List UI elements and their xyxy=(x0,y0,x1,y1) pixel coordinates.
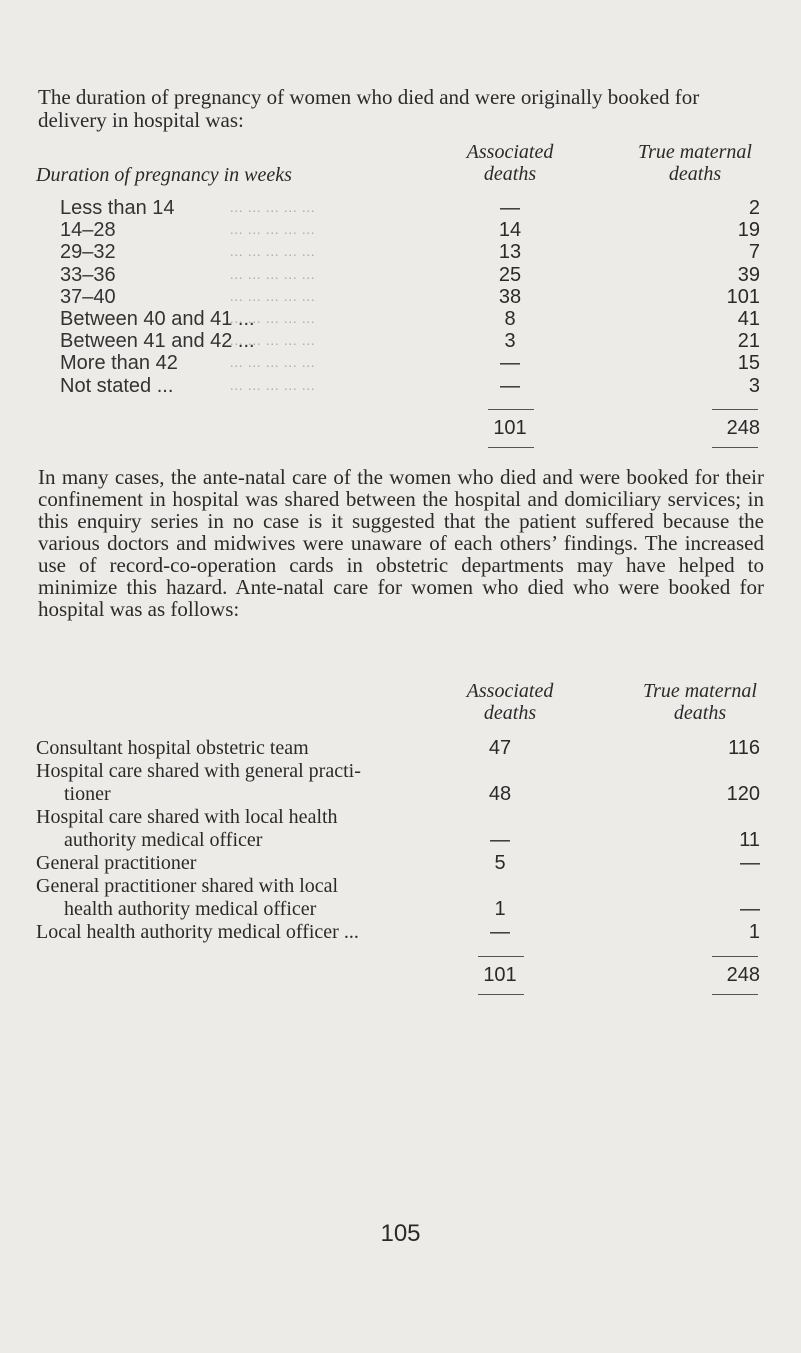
t1-row-label: 29–32 xyxy=(60,241,116,263)
t2-total-true: 248 xyxy=(726,964,760,986)
t1-row-label: Between 41 and 42 ... xyxy=(60,330,255,352)
t2-rule-assoc xyxy=(478,956,524,957)
t1-row-dots: ... ... ... ... ... xyxy=(230,312,316,327)
t2-row-label: tioner xyxy=(64,783,111,805)
t2-row-assoc: 1 xyxy=(494,898,506,920)
t1-rule2-assoc xyxy=(488,447,534,448)
t1-row-assoc: 14 xyxy=(498,219,522,241)
t1-row-true: 3 xyxy=(748,375,760,397)
t1-rule-true xyxy=(712,409,758,410)
t2-row-label: health authority medical officer xyxy=(64,898,317,920)
t1-row-label: 14–28 xyxy=(60,219,116,241)
t1-row-assoc: 25 xyxy=(498,264,522,286)
t1-total-true: 248 xyxy=(726,417,760,439)
t1-assoc-header-line2: deaths xyxy=(483,163,537,185)
t1-row-label: 37–40 xyxy=(60,286,116,308)
t1-true-header-line2: deaths xyxy=(668,163,722,185)
t1-row-assoc: — xyxy=(500,375,520,397)
t1-row-dots: ... ... ... ... ... xyxy=(230,379,316,394)
t1-row-label: More than 42 xyxy=(60,352,178,374)
t2-assoc-header-line2: deaths xyxy=(483,702,537,724)
t1-row-dots: ... ... ... ... ... xyxy=(230,223,316,238)
t2-rule2-assoc xyxy=(478,994,524,995)
t1-rule2-true xyxy=(712,447,758,448)
t1-row-dots: ... ... ... ... ... xyxy=(230,268,316,283)
t2-row-true: 1 xyxy=(748,921,760,943)
t1-row-label: Not stated ... xyxy=(60,375,174,397)
t1-row-dots: ... ... ... ... ... xyxy=(230,334,316,349)
t2-row-true: 120 xyxy=(726,783,760,805)
body-paragraph: In many cases, the ante-natal care of the women who died and were booked for their confinement in hospital was shared between the hospital and domiciliary services; in this enquiry series in no case is it suggested that the patient suffered because the various doctors and midwives were unaware of each others’ findings. The increased use of record-co-operation cards in obstetric departments may have helped to minimize this hazard. Ante-natal care for women who died who were booked for hospital was as follows: xyxy=(38,465,764,621)
t1-row-true: 2 xyxy=(748,197,760,219)
t1-row-assoc: — xyxy=(500,352,520,374)
t2-row-label: authority medical officer xyxy=(64,829,263,851)
t2-row-label: Local health authority medical officer ... xyxy=(36,921,359,943)
t1-row-true: 15 xyxy=(737,352,760,374)
t2-row-label: Hospital care shared with local health xyxy=(36,806,338,828)
t1-row-label: 33–36 xyxy=(60,264,116,286)
t1-row-true: 41 xyxy=(737,308,760,330)
t2-rule2-true xyxy=(712,994,758,995)
t1-true-header xyxy=(600,141,790,185)
t1-rule-assoc xyxy=(488,409,534,410)
page-number: 105 xyxy=(380,1220,421,1247)
t1-assoc-header-line1: Associated xyxy=(466,141,554,163)
t2-true-header xyxy=(600,680,800,724)
t2-row-assoc: — xyxy=(490,829,510,851)
t1-row-assoc: 38 xyxy=(498,286,522,308)
t1-assoc-header xyxy=(450,141,570,185)
t2-row-true: — xyxy=(740,852,760,874)
t2-row-assoc: — xyxy=(490,921,510,943)
t2-row-label: General practitioner xyxy=(36,852,197,874)
t2-row-assoc: 47 xyxy=(488,737,512,759)
t1-row-dots: ... ... ... ... ... xyxy=(230,201,316,216)
t2-true-header-line1: True maternal xyxy=(643,680,757,702)
t2-row-assoc: 5 xyxy=(494,852,506,874)
t1-total-assoc: 101 xyxy=(493,417,527,439)
t2-row-label: Hospital care shared with general practi- xyxy=(36,760,361,782)
t1-row-label: Less than 14 xyxy=(60,197,175,219)
t1-row-true: 7 xyxy=(748,241,760,263)
t1-row-assoc: 13 xyxy=(498,241,522,263)
t1-row-true: 19 xyxy=(737,219,760,241)
intro-text: The duration of pregnancy of women who died and were originally booked for delivery in hospital was: xyxy=(38,85,700,132)
t1-row-assoc: — xyxy=(500,197,520,219)
t1-duration-header: Duration of pregnancy in weeks xyxy=(36,164,292,186)
t1-row-assoc: 3 xyxy=(504,330,516,352)
t2-row-label: General practitioner shared with local xyxy=(36,875,339,897)
t2-row-label: Consultant hospital obstetric team xyxy=(36,737,309,759)
t1-row-true: 39 xyxy=(737,264,760,286)
t2-row-true: — xyxy=(740,898,760,920)
t1-row-true: 21 xyxy=(737,330,760,352)
t1-row-label: Between 40 and 41 ... xyxy=(60,308,255,330)
t2-row-true: 116 xyxy=(728,737,760,759)
t1-row-dots: ... ... ... ... ... xyxy=(230,290,316,305)
t2-assoc-header xyxy=(440,680,580,724)
t2-rule-true xyxy=(712,956,758,957)
t1-row-true: 101 xyxy=(726,286,760,308)
t1-true-header-line1: True maternal xyxy=(638,141,752,163)
t2-total-assoc: 101 xyxy=(483,964,517,986)
t2-true-header-line2: deaths xyxy=(673,702,727,724)
t2-row-true: 11 xyxy=(739,829,760,851)
t1-row-dots: ... ... ... ... ... xyxy=(230,356,316,371)
t2-row-assoc: 48 xyxy=(488,783,512,805)
t1-row-assoc: 8 xyxy=(504,308,516,330)
t1-row-dots: ... ... ... ... ... xyxy=(230,245,316,260)
t2-assoc-header-line1: Associated xyxy=(466,680,554,702)
